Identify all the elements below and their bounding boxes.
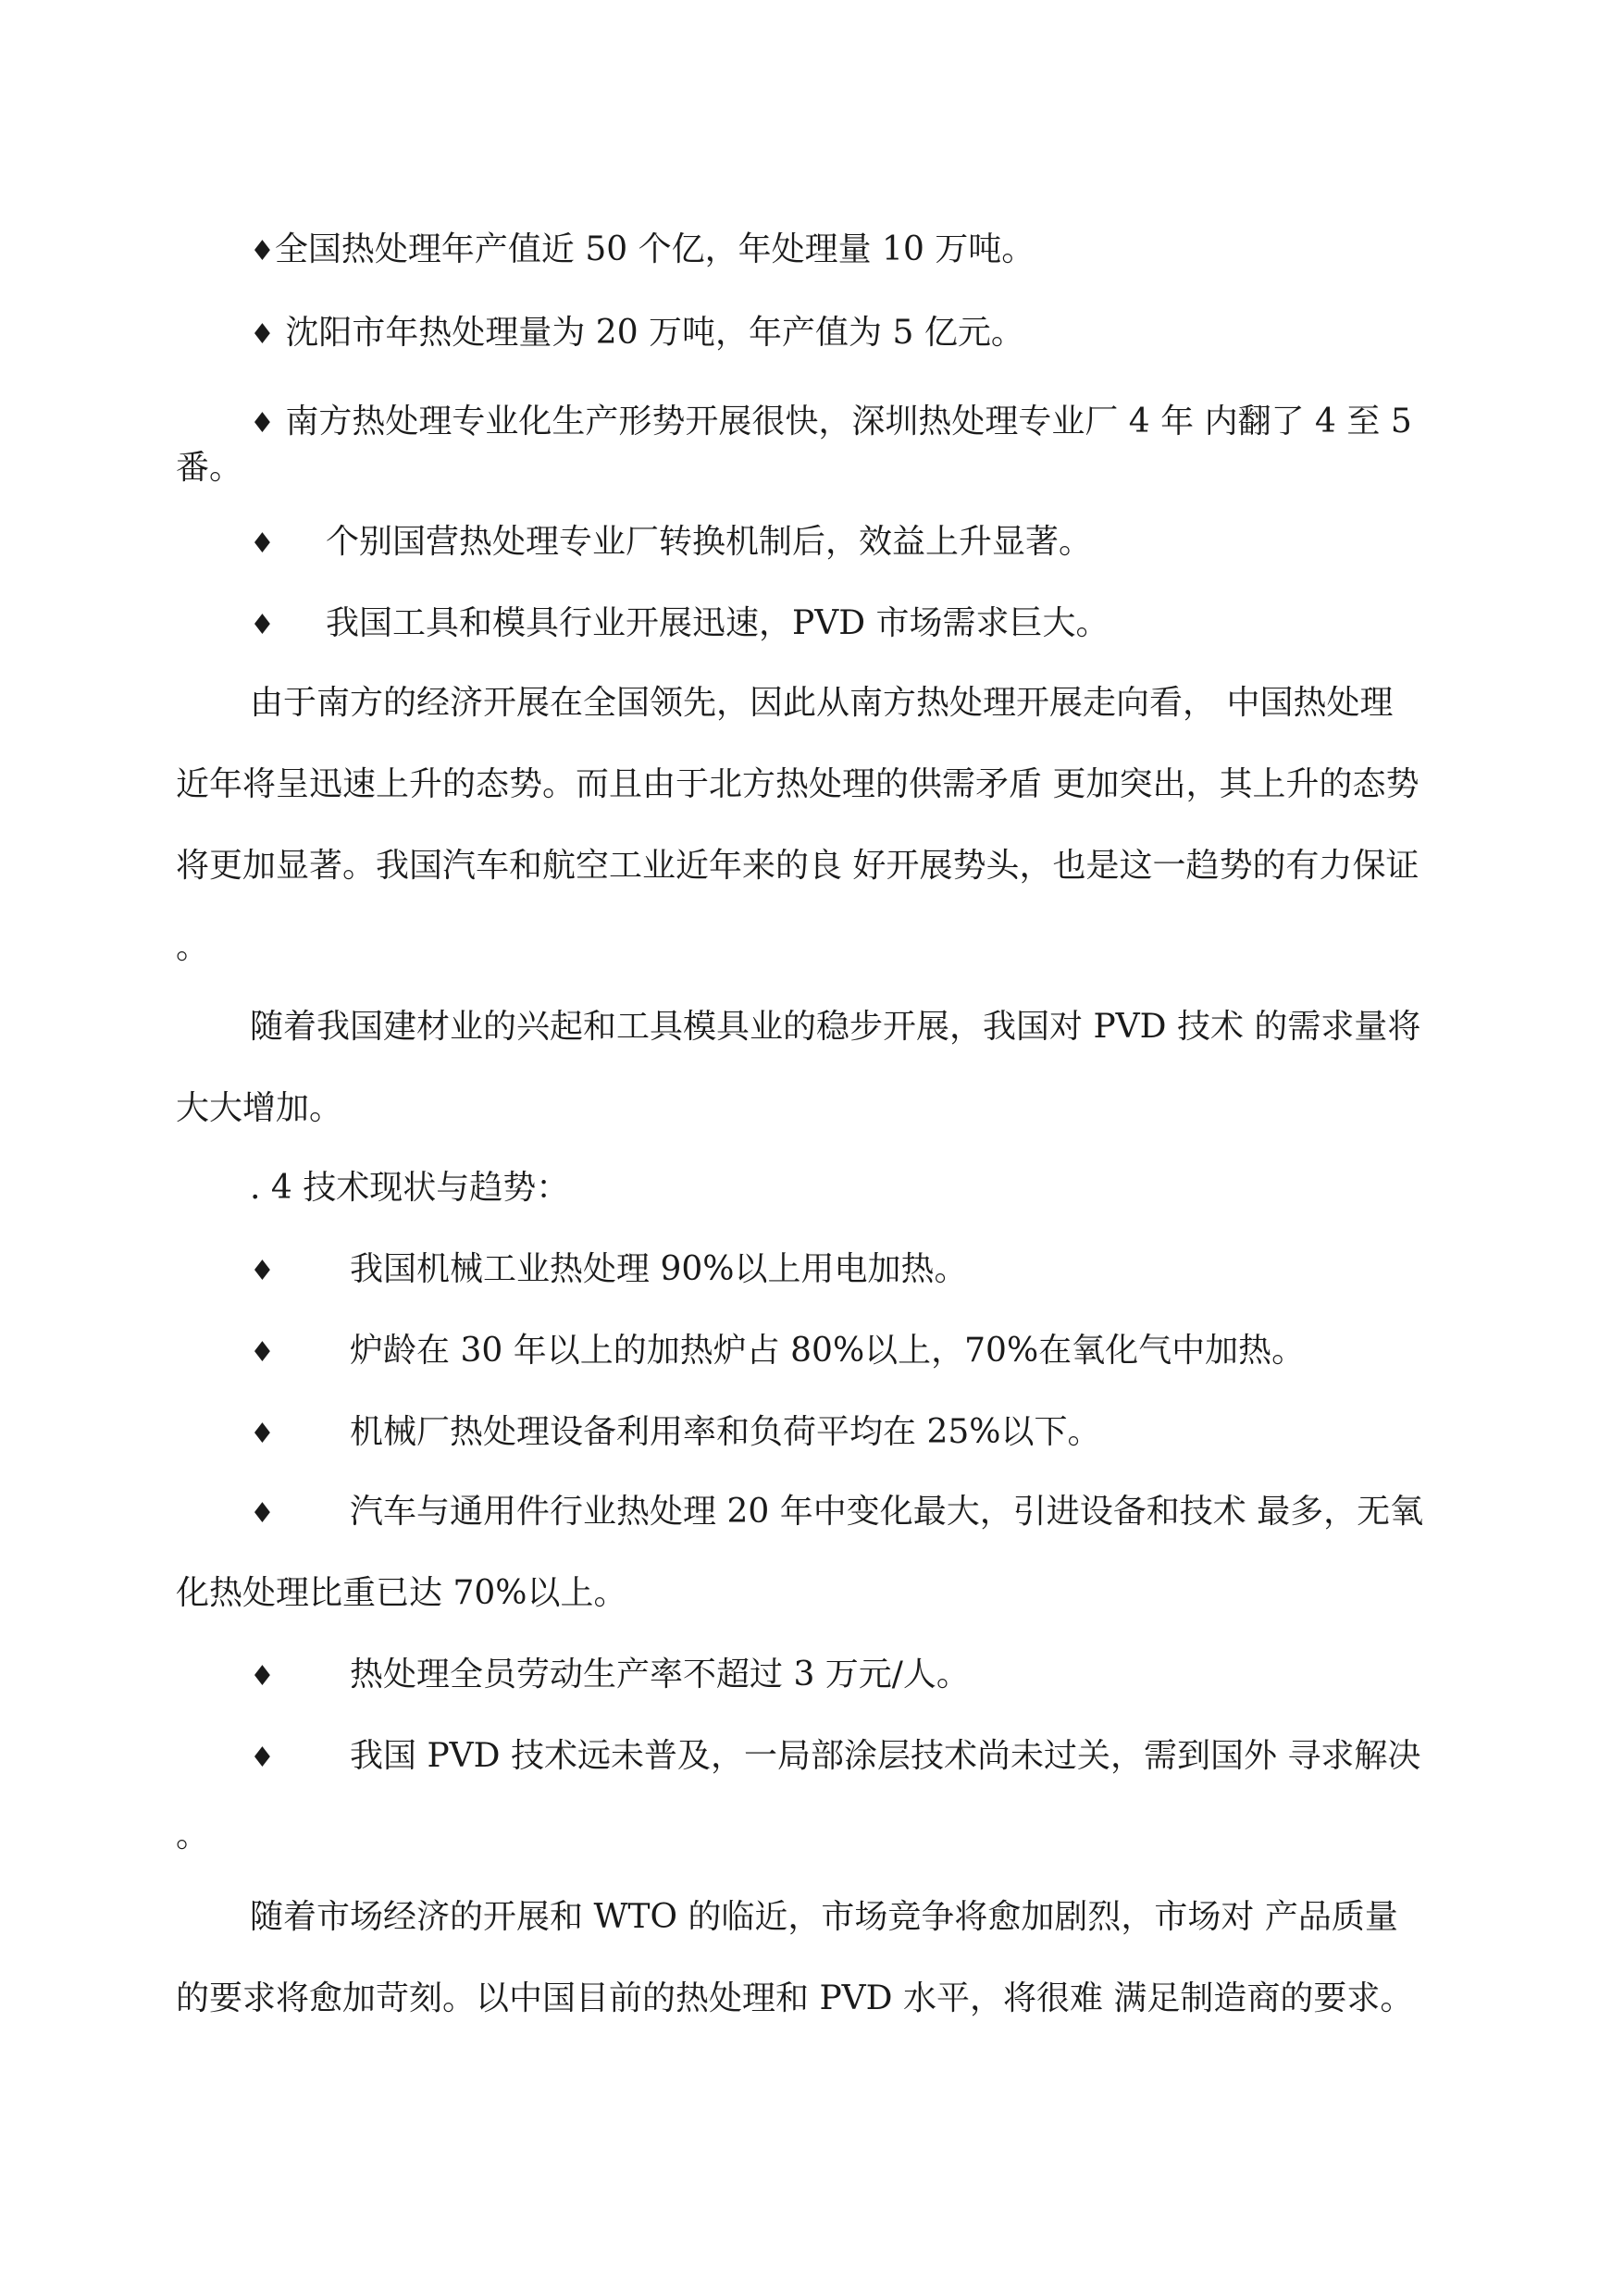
diamond-bullet-icon: ♦ bbox=[250, 1336, 275, 1369]
status-item-2 bbox=[250, 1331, 1305, 1373]
diamond-bullet-icon: ♦ bbox=[250, 1742, 275, 1774]
bullet-item-5 bbox=[250, 603, 1110, 646]
diamond-bullet-icon: ♦ bbox=[250, 1255, 275, 1287]
status-item-6-text: 我国 PVD 技术远未普及，一局部涂层技术尚未过关，需到国外 寻求解决 bbox=[350, 1737, 1421, 1775]
bullet-item-5-text: 我国工具和模具行业开展迅速，PVD 市场需求巨大。 bbox=[326, 604, 1110, 642]
bullet-item-1 bbox=[250, 230, 1035, 272]
paragraph-1-line-1: 由于南方的经济开展在全国领先，因此从南方热处理开展走向看， 中国热处理 bbox=[250, 684, 1394, 722]
paragraph-1-line-4: 。 bbox=[176, 928, 210, 966]
status-item-4 bbox=[250, 1492, 1423, 1534]
status-item-1 bbox=[250, 1249, 967, 1292]
status-item-2-text: 炉龄在 30 年以上的加热炉占 80%以上，70%在氧化气中加热。 bbox=[350, 1332, 1306, 1370]
paragraph-2-line-2: 大大增加。 bbox=[176, 1089, 343, 1127]
paragraph-1-line-2: 近年将呈迅速上升的态势。而且由于北方热处理的供需矛盾 更加突出，其上升的态势 bbox=[176, 765, 1419, 803]
status-item-3-text: 机械厂热处理设备利用率和负荷平均在 25%以下。 bbox=[350, 1413, 1101, 1451]
diamond-bullet-icon: ♦ bbox=[250, 1418, 275, 1450]
diamond-bullet-icon: ♦ bbox=[250, 318, 275, 351]
diamond-bullet-icon: ♦ bbox=[250, 609, 275, 641]
bullet-item-3-text: 南方热处理专业化生产形势开展很快，深圳热处理专业厂 4 年 内翻了 4 至 5 bbox=[285, 403, 1412, 440]
paragraph-1-line-3: 将更加显著。我国汽车和航空工业近年来的良 好开展势头，也是这一趋势的有力保证 bbox=[176, 847, 1419, 885]
diamond-bullet-icon: ♦ bbox=[250, 527, 275, 560]
diamond-bullet-icon: ♦ bbox=[250, 1660, 275, 1693]
status-item-6 bbox=[250, 1736, 1420, 1779]
paragraph-2-line-1: 随着我国建材业的兴起和工具模具业的稳步开展，我国对 PVD 技术 的需求量将 bbox=[250, 1008, 1421, 1046]
bullet-item-2 bbox=[250, 313, 1024, 355]
status-item-6-continuation: 。 bbox=[176, 1817, 210, 1855]
bullet-item-4 bbox=[250, 522, 1092, 564]
diamond-bullet-icon: ♦ bbox=[250, 1497, 275, 1530]
bullet-item-4-text: 个别国营热处理专业厂转换机制后，效益上升显著。 bbox=[326, 523, 1093, 561]
diamond-bullet-icon: ♦ bbox=[250, 407, 275, 440]
paragraph-3-line-2: 的要求将愈加苛刻。以中国目前的热处理和 PVD 水平，将很难 满足制造商的要求。 bbox=[176, 1979, 1414, 2017]
bullet-item-3-continuation: 番。 bbox=[176, 449, 243, 487]
section-heading: . 4 技术现状与趋势： bbox=[250, 1169, 570, 1207]
bullet-item-1-text: 全国热处理年产值近 50 个亿，年处理量 10 万吨。 bbox=[274, 230, 1035, 268]
status-item-4-continuation: 化热处理比重已达 70%以上。 bbox=[176, 1574, 627, 1612]
status-item-3 bbox=[250, 1412, 1100, 1455]
paragraph-3-line-1: 随着市场经济的开展和 WTO 的临近，市场竞争将愈加剧烈，市场对 产品质量 bbox=[250, 1898, 1398, 1936]
status-item-1-text: 我国机械工业热处理 90%以上用电加热。 bbox=[350, 1250, 968, 1288]
bullet-item-3 bbox=[250, 402, 1412, 444]
bullet-item-2-text: 沈阳市年热处理量为 20 万吨，年产值为 5 亿元。 bbox=[285, 314, 1024, 352]
status-item-4-text: 汽车与通用件行业热处理 20 年中变化最大，引进设备和技术 最多，无氧 bbox=[350, 1493, 1424, 1531]
diamond-bullet-icon: ♦ bbox=[250, 235, 275, 267]
status-item-5-text: 热处理全员劳动生产率不超过 3 万元/人。 bbox=[350, 1656, 970, 1693]
status-item-5 bbox=[250, 1655, 970, 1697]
